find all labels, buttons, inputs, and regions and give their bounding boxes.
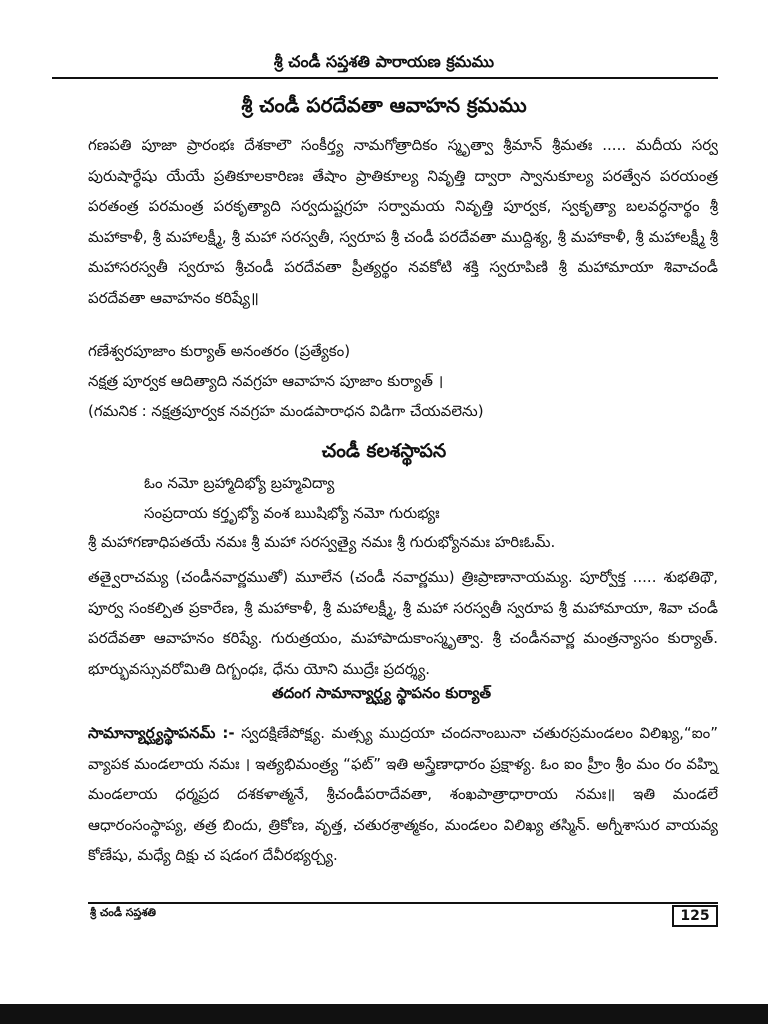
mantra-line-3: శ్రీ మహాగణాధిపతయే నమః శ్రీ మహా సరస్వత్యై నమః శ్రీ గురుభ్యోనమః హరిఃఓమ్. [88,533,556,551]
line-navagraha: నక్షత్ర పూర్వక ఆదిత్యాది నవగ్రహ ఆవాహన పూజాం కుర్యాత్ । [88,372,444,390]
bottom-band [0,1004,768,1024]
mantra-line-1: ఓం నమో బ్రహ్మాదిభ్యో బ్రహ్మవిద్యా [144,474,335,492]
page-number: 125 [672,905,718,927]
paragraph-invocation: గణపతి పూజా ప్రారంభః దేశకాలౌ సంకీర్త్య నామగోత్రాదికం స్మృత్వా శ్రీమాన్ శ్రీమతః ..... మదీయ సర్వ పురుషార్థేషు యేయే ప్రతికూలకారిణః తేషాం ప్రాతికూల్య నివృత్తి ద్వారా స్వానుకూల్య పరత్వేన పరయంత్ర పరతంత్ర పరమంత్ర పరకృత్యాది సర్వదుష్టగ్రహ సర్వామయ నివృత్తి పూర్వక, స్వకృత్యా బలవర్ధనార్థం శ్రీ మహాకాళీ, శ్రీ మహాలక్ష్మీ, శ్రీ మహా సరస్వతీ, స్వరూప శ్రీ చండీ పరదేవతా ముద్దిశ్య, శ్రీ మహాకాళీ, శ్రీ మహాలక్ష్మీ శ్రీ మహాసరస్వతీ స్వరూప శ్రీచండీ పరదేవతా ప్రీత్యర్థం నవకోటి శక్తి స్వరూపిణి శ్రీ మహామాయా శివాచండీ పరదేవతా ఆవాహనం కరిష్యే॥ [88,136,718,307]
line-tadanga: తదంగ సామాన్యార్ఘ్య స్థాపనం కుర్యాత్ [272,684,492,702]
page-title: శ్రీ చండీ పరదేవతా ఆవాహన క్రమము [241,93,527,117]
paragraph-samanyarghya-text: స్వదక్షిణేపోక్ష్య. మత్స్య ముద్రయా చందనాంబునా చతురస్రమండలం విలిఖ్య,“ఐం” వ్యాపక మండలాయ నమః । ఇత్యభిమంత్ర్య “ఫట్” ఇతి అస్త్రేణాధారం ప్రక్షాళ్య. ఓం ఐం హ్రీం శ్రీం మం రం వహ్ని మండలాయ ధర్మప్రద దశకళాత్మనే, శ్రీచండీపరాదేవతా, శంఖపాత్రాధారాయ నమః॥ ఇతి మండలే ఆధారంసంస్థాప్య, తత్ర బిందు, త్రికోణ, వృత్త, చతురశ్రాత్మకం, మండలం విలిఖ్య తస్మిన్. అగ్నీశాసుర వాయవ్య కోణేషు, మధ్యే దిక్షు చ షడంగ దేవీరభ్యర్చ్య. [88,724,718,864]
paragraph-achamana: తత్వైరాచమ్య (చండీనవార్ణముతో) మూలేన (చండీ నవార్ణము) త్రిఃప్రాణానాయమ్య. పూర్వోక్త ..... శుభతిథౌ, పూర్వ సంకల్పిత ప్రకారేణ, శ్రీ మహాకాళీ, శ్రీ మహాలక్ష్మీ, శ్రీ మహా సరస్వతీ స్వరూప శ్రీ మహామాయా, శివా చండీ పరదేవతా ఆవాహనం కరిష్యే. గురుత్రయం, మహాపాదుకాంస్మృత్వా. శ్రీ చండీనవార్ణ మంత్రన్యాసం కుర్యాత్. భూర్భువస్సువరోమితి దిగ్బంధః, ధేను యోని ముద్రేః ప్రదర్శ్య. [88,568,718,678]
section-title-kalasha: చండీ కలశస్థాపన [321,440,447,462]
footer-rule [88,902,718,904]
line-ganesha-puja: గణేశ్వరపూజాం కుర్యాత్ అనంతరం (ప్రత్యేకం) [88,342,351,360]
mantra-line-2: సంప్రదాయ కర్తృభ్యో వంశ ఋషిభ్యో నమో గురుభ్యః [144,504,440,522]
term-samanyarghya: సామాన్యార్ఘ్యస్థాపనమ్ :- [88,724,235,742]
footer-label: శ్రీ చండీ సప్తశతి [90,906,156,919]
running-header: శ్రీ చండీ సప్తశతి పారాయణ క్రమము [273,52,495,71]
paragraph-samanyarghya [88,718,718,871]
header-rule [52,77,718,79]
line-note: (గమనిక : నక్షత్రపూర్వక నవగ్రహ మండపారాధన విడిగా చేయవలెను) [88,402,484,420]
